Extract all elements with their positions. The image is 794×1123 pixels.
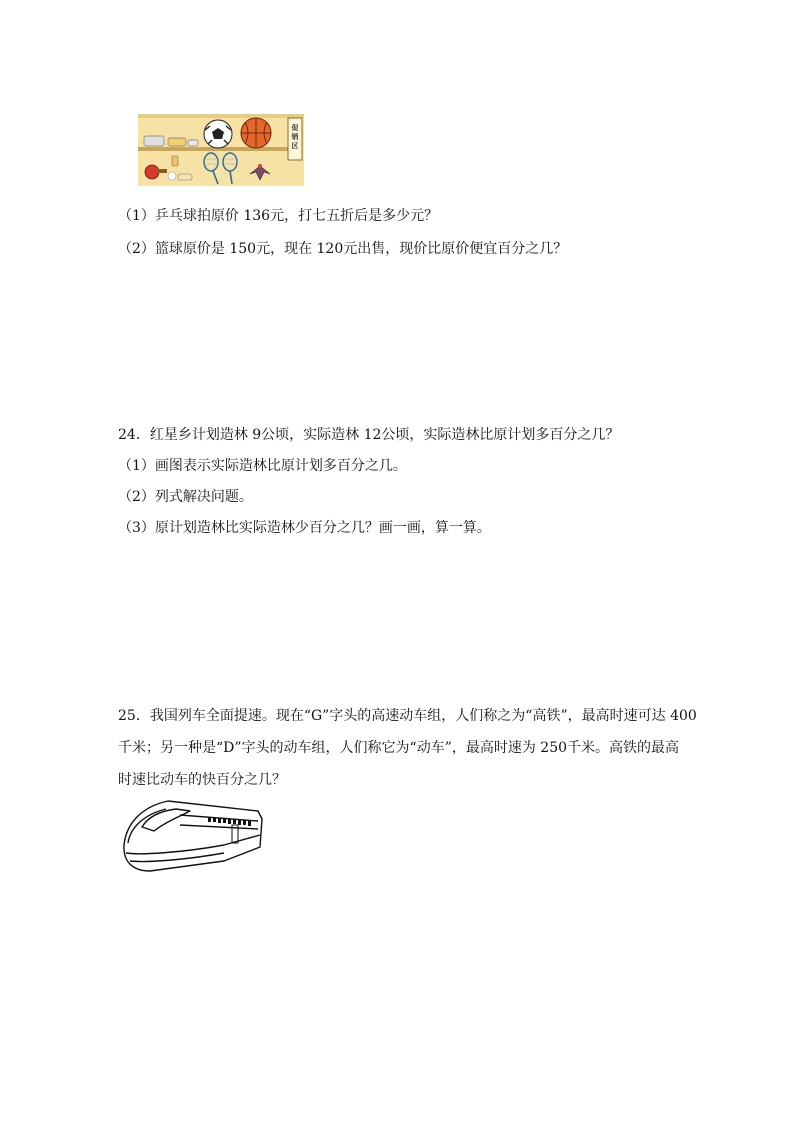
high-speed-train-illustration [120, 795, 266, 873]
q24-part-1: （1）画图表示实际造林比原计划多百分之几。 [118, 458, 407, 474]
q25-line-1: 25．我国列车全面提速。现在“G”字头的高速动车组，人们称之为“高铁”，最高时速可达 400 [118, 708, 697, 724]
q24-part-3: （3）原计划造林比实际造林少百分之几？画一画，算一算。 [118, 520, 491, 536]
basketball-icon [241, 118, 271, 148]
sports-shelf-illustration [138, 114, 304, 186]
soccer-ball-icon [204, 120, 232, 148]
sign-char-2: 销 [291, 133, 299, 141]
q23-part-1: （1）乒乓球拍原价 136元，打七五折后是多少元？ [118, 208, 439, 224]
q25-line-3: 时速比动车的快百分之几？ [118, 772, 286, 788]
sign-char-3: 区 [291, 142, 299, 150]
q25-line-2: 千米；另一种是“D”字头的动车组，人们称它为“动车”，最高时速为 250千米。高铁的最高 [118, 740, 680, 756]
q23-part-2: （2）篮球原价是 150元，现在 120元出售，现价比原价便宜百分之几？ [118, 241, 568, 257]
q24-stem: 24．红星乡计划造林 9公顷，实际造林 12公顷，实际造林比原计划多百分之几？ [118, 427, 620, 443]
q24-part-2: （2）列式解决问题。 [118, 489, 253, 505]
sign-char-1: 促 [291, 124, 299, 132]
